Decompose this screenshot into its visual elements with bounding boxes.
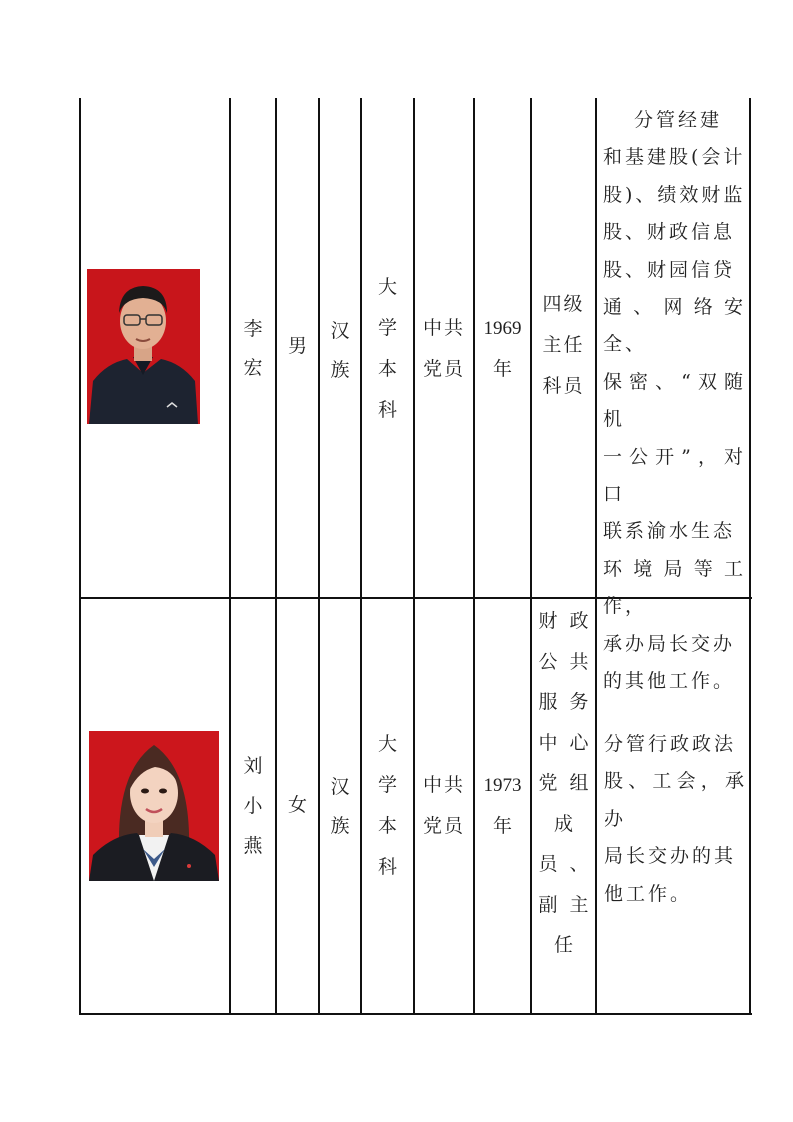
party-cell <box>415 599 473 1013</box>
portrait-woman-image <box>89 731 219 881</box>
birth-year: 1973 年 <box>483 775 522 837</box>
gender: 女 <box>287 793 307 816</box>
table-border-bottom <box>79 1013 752 1015</box>
position: 财 政 公 共 服 务 中 心 党 组 成 员 、 副 主 任 <box>538 610 589 956</box>
education: 大 学 本 科 <box>377 275 397 421</box>
ethnicity: 汉 族 <box>330 319 350 381</box>
name-cell <box>231 100 275 597</box>
table-border-right <box>749 98 751 1015</box>
portrait-photo-li-hong <box>87 269 200 424</box>
education: 大 学 本 科 <box>377 733 397 878</box>
gender: 男 <box>287 335 307 357</box>
party-cell <box>415 100 473 597</box>
education-cell <box>362 599 413 1013</box>
name-cell <box>231 599 275 1013</box>
table-border-left <box>79 98 81 1015</box>
position: 四级 主任 科员 <box>542 293 585 397</box>
ethnicity: 汉 族 <box>330 776 350 837</box>
person-name: 刘 小 燕 <box>243 755 263 857</box>
education-cell <box>362 100 413 597</box>
duties-text: 分管经建 和基建股(会计 股)、绩效财监 股、财政信息 股、财园信贷 通、网络安全、 保密、“双随机 一公开”，对口 联系渝水生态 环境局等工作， 承办局长交办 的其他工作。 <box>603 109 746 693</box>
person-name: 李 宏 <box>243 317 263 379</box>
column-divider <box>595 98 597 1015</box>
gender-cell <box>277 100 318 597</box>
duties-text: 分管行政政法 股、工会，承办 局长交办的其 他工作。 <box>604 733 747 905</box>
ethnicity-cell <box>320 599 360 1013</box>
position-cell <box>532 599 595 1013</box>
birth-year: 1969 年 <box>483 317 522 380</box>
party-affiliation: 中共 党员 <box>422 316 465 380</box>
ethnicity-cell <box>320 100 360 597</box>
birth-cell <box>475 100 530 597</box>
birth-cell <box>475 599 530 1013</box>
party-affiliation: 中共 党员 <box>422 774 465 837</box>
gender-cell <box>277 599 318 1013</box>
portrait-man-image <box>87 269 200 424</box>
portrait-photo-liu-xiaoyan <box>89 731 219 881</box>
position-cell <box>532 100 595 597</box>
